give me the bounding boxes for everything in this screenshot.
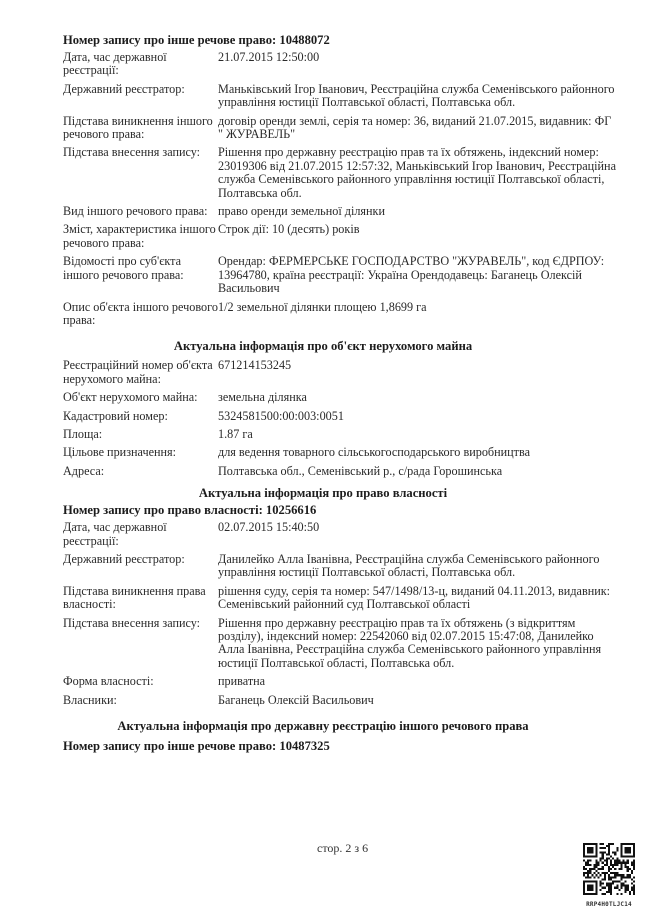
- field-row: [63, 255, 623, 295]
- field-label: Державний реєстратор:: [63, 81, 185, 96]
- field-value: Данилейко Алла Іванівна, Реєстраційна служба Семенівського районного управління юстиції Полтавської області, Полтавська обл.: [218, 551, 600, 580]
- field-label: Відомості про суб'єкта іншого речового права:: [63, 254, 184, 282]
- field-row: [63, 521, 623, 548]
- other-right-record-header: Номер запису про інше речове право: 10487325: [63, 739, 330, 754]
- field-value: Орендар: ФЕРМЕРСЬКЕ ГОСПОДАРСТВО "ЖУРАВЕЛЬ", код ЄДРПОУ: 13964780, країна реєстрації: Україна Орендодавець: Баганець Олексій Васильович: [218, 254, 605, 296]
- field-row: [63, 301, 623, 328]
- field-row: [63, 465, 623, 478]
- field-value: Маньківський Ігор Іванович, Реєстраційна служба Семенівського районного управління юстиції Полтавської області, Полтавська обл.: [218, 81, 615, 110]
- field-value: 02.07.2015 15:40:50: [218, 520, 320, 535]
- field-value: приватна: [218, 674, 266, 689]
- field-label: Об'єкт нерухомого майна:: [63, 390, 198, 405]
- field-label: Реєстраційний номер об'єкта нерухомого майна:: [63, 358, 213, 386]
- document-page: [63, 33, 623, 757]
- field-value: 5324581500:00:003:0051: [218, 408, 344, 423]
- qr-code-icon: [583, 843, 635, 895]
- field-label: Дата, час державної реєстрації:: [63, 520, 167, 548]
- property-fields: [63, 359, 623, 478]
- field-value: 671214153245: [218, 358, 292, 373]
- field-value: Рішення про державну реєстрацію прав та їх обтяжень, індексний номер: 23019306 від 21.07.2015 12:57:32, Маньківський Ігор Іванович, Реєстраційна служба Семенівського районного управління юстиції Полтавської області, Полтавська обл.: [218, 145, 616, 200]
- field-row: [63, 391, 623, 404]
- field-label: Адреса:: [63, 463, 105, 478]
- field-row: [63, 553, 623, 580]
- field-row: [63, 585, 623, 612]
- field-label: Зміст, характеристика іншого речового права:: [63, 222, 216, 250]
- ownership-fields: [63, 521, 623, 707]
- field-label: Цільове призначення:: [63, 445, 177, 460]
- field-row: [63, 617, 623, 671]
- section-title-other-right: Актуальна інформація про державну реєстрацію іншого речового права: [117, 719, 529, 734]
- field-label: Підстава внесення запису:: [63, 145, 201, 160]
- field-value: Рішення про державну реєстрацію прав та їх обтяжень (з відкриттям розділу), індексний номер: 22542060 від 02.07.2015 15:47:08, Данилейко Алла Іванівна, Реєстраційна служба Семенівського районного управління юстиції Полтавської області, Полтавська обл.: [218, 615, 602, 670]
- field-label: Вид іншого речового права:: [63, 204, 208, 219]
- field-label: Дата, час державної реєстрації:: [63, 50, 167, 78]
- field-value: 1.87 га: [218, 426, 253, 441]
- field-row: [63, 115, 623, 142]
- field-value: для ведення товарного сільськогосподарського виробництва: [218, 445, 531, 460]
- page-number: стор. 2 з 6: [317, 841, 369, 855]
- field-label: Підстава внесення запису:: [63, 615, 201, 630]
- field-row: [63, 83, 623, 110]
- field-value: Баганець Олексій Васильович: [218, 692, 374, 707]
- ownership-record-header: Номер запису про право власності: 10256616: [63, 503, 317, 518]
- field-value: Строк дії: 10 (десять) років: [218, 222, 360, 237]
- field-label: Підстава виникнення іншого речового права:: [63, 113, 213, 142]
- field-value: 1/2 земельної ділянки площею 1,8699 га: [218, 299, 427, 314]
- field-label: Площа:: [63, 426, 103, 441]
- field-row: [63, 223, 623, 250]
- field-value: рішення суду, серія та номер: 547/1498/13-ц, виданий 04.11.2013, видавник: Семенівський районний суд Полтавської області: [218, 583, 611, 612]
- field-label: Підстава виникнення права власності:: [63, 583, 206, 612]
- section-title-ownership: Актуальна інформація про право власності: [198, 486, 448, 501]
- field-row: [63, 146, 623, 200]
- field-label: Власники:: [63, 692, 117, 707]
- field-value: право оренди земельної ділянки: [218, 204, 386, 219]
- field-value: 21.07.2015 12:50:00: [218, 50, 320, 64]
- field-row: [63, 205, 623, 218]
- field-label: Кадастровий номер:: [63, 408, 168, 423]
- record-header: Номер запису про інше речове право: 10488072: [63, 33, 330, 47]
- field-label: Державний реєстратор:: [63, 551, 185, 566]
- field-label: Форма власності:: [63, 674, 154, 689]
- field-row: [63, 446, 623, 459]
- qr-caption: RRP4H0TLJC14: [586, 901, 632, 908]
- field-row: [63, 410, 623, 423]
- field-value: договір оренди землі, серія та номер: 36, виданий 21.07.2015, видавник: ФГ " ЖУРАВЕЛЬ": [218, 113, 612, 142]
- field-label: Опис об'єкта іншого речового права:: [63, 299, 218, 327]
- field-value: земельна ділянка: [218, 390, 307, 405]
- field-row: [63, 428, 623, 441]
- record-fields: [63, 51, 623, 327]
- field-row: [63, 675, 623, 688]
- field-row: [63, 359, 623, 386]
- field-row: [63, 694, 623, 707]
- field-row: [63, 51, 623, 78]
- field-value: Полтавська обл., Семенівський р., с/рада Горошинська: [218, 463, 503, 478]
- section-title-property: Актуальна інформація про об'єкт нерухомого майна: [173, 339, 473, 354]
